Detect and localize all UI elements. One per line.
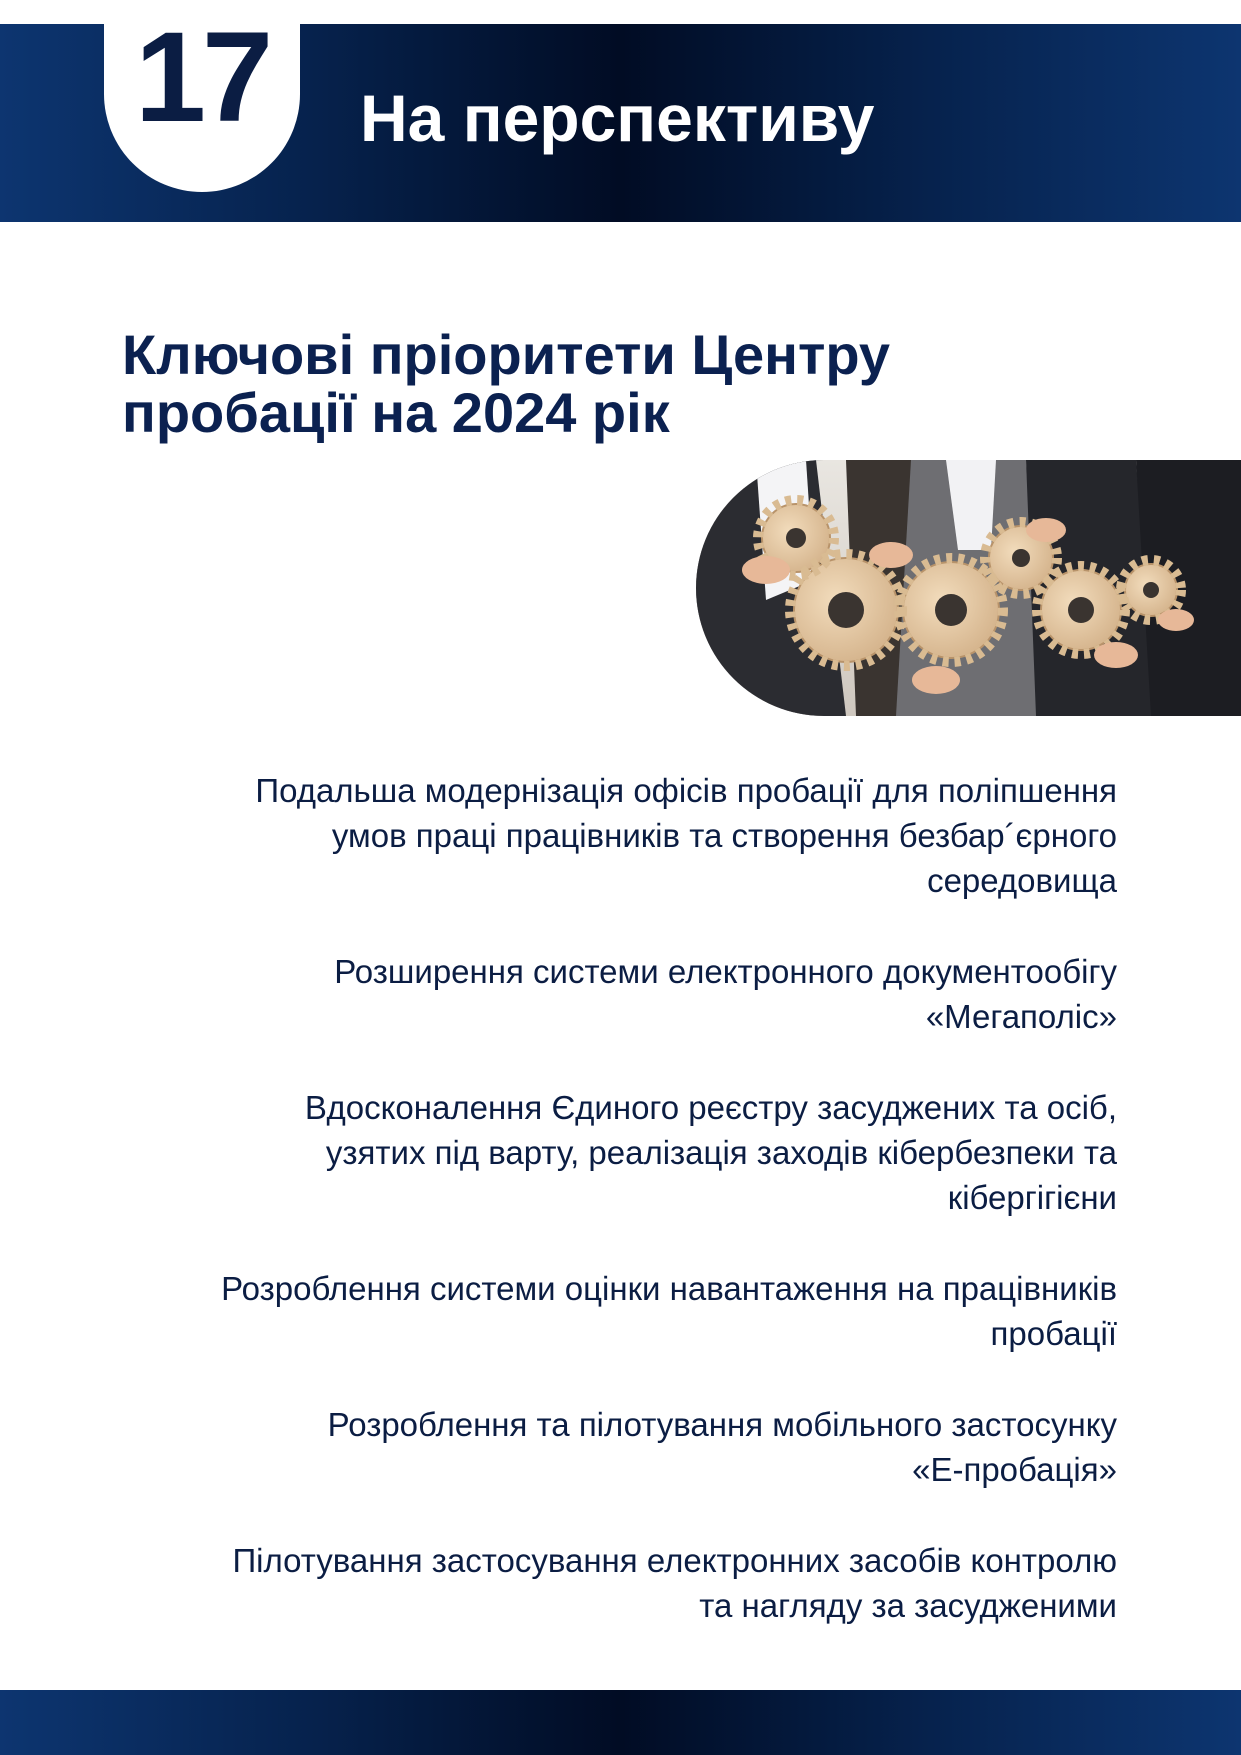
priority-item: Розроблення системи оцінки навантаження на працівників пробації xyxy=(221,1270,1117,1352)
footer-band xyxy=(0,1690,1241,1755)
priority-item: Розширення системи електронного документообігу «Мегаполіс» xyxy=(334,953,1117,1035)
priorities-list xyxy=(110,768,1117,1674)
main-title-line-1: Ключові пріоритети Центру xyxy=(122,323,890,386)
priority-item: Розроблення та пілотування мобільного застосунку «Е-пробація» xyxy=(327,1406,1117,1488)
main-title-line-2: пробації на 2024 рік xyxy=(122,381,670,444)
page-number: 17 xyxy=(134,6,270,149)
section-title: На перспективу xyxy=(360,81,875,155)
priority-item: Подальша модернізація офісів пробації для поліпшення умов праці працівників та створення безбар´єрного середовища xyxy=(255,772,1117,899)
main-title xyxy=(122,323,1022,444)
priority-item: Вдосконалення Єдиного реєстру засуджених та осіб, узятих під варту, реалізація заходів кібербезпеки та кібергігієни xyxy=(304,1089,1117,1216)
gears-teamwork-photo xyxy=(696,460,1241,716)
priority-item: Пілотування застосування електронних засобів контролю та нагляду за засудженими xyxy=(232,1542,1117,1624)
